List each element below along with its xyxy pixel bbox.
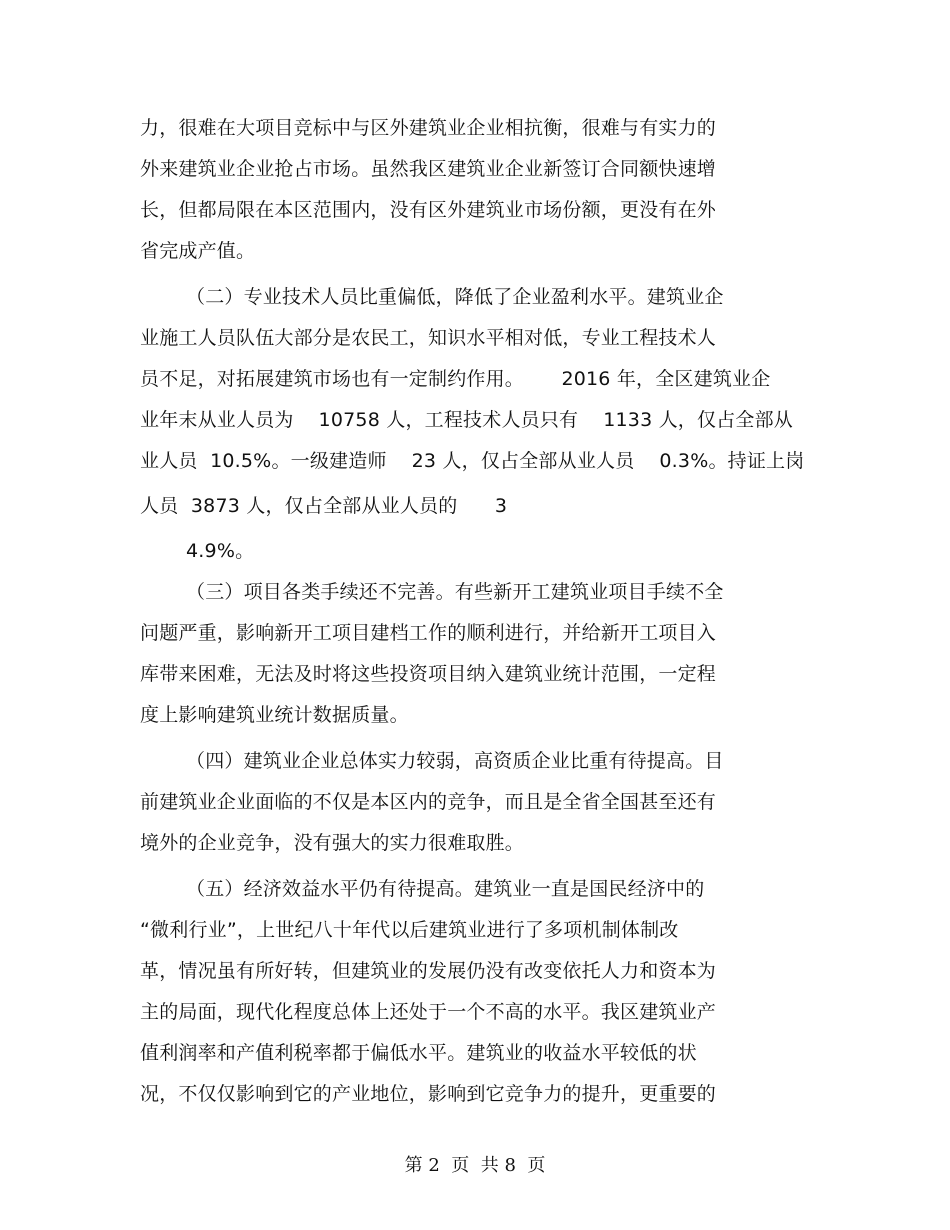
text-line-5: （二）专业技术人员比重偏低，降低了企业盈利水平。建筑业企	[186, 286, 724, 308]
page-number-footer: 第 2 页 共 8 页	[404, 1155, 546, 1176]
text-line-3: 长，但都局限在本区范围内，没有区外建筑业市场份额，更没有在外	[140, 199, 717, 221]
text-line-10: 人员 3873 人，仅占全部从业人员的 3	[140, 495, 508, 517]
text-line-8: 业年末从业人员为 10758 人，工程技术人员只有 1133 人，仅占全部从	[140, 409, 793, 431]
text-line-13: 问题严重，影响新开工项目建档工作的顺利进行，并给新开工项目入	[140, 622, 717, 644]
text-line-14: 库带来困难，无法及时将这些投资项目纳入建筑业统计范围，一定程	[140, 663, 717, 685]
text-line-1: 力，很难在大项目竞标中与区外建筑业企业相抗衡，很难与有实力的	[140, 117, 717, 139]
text-line-15: 度上影响建筑业统计数据质量。	[140, 704, 409, 726]
text-line-24: 况，不仅仅影响到它的产业地位，影响到它竞争力的提升，更重要的	[140, 1083, 717, 1105]
text-line-18: 境外的企业竞争，没有强大的实力很难取胜。	[140, 832, 525, 854]
text-line-17: 前建筑业企业面临的不仅是本区内的竞争，而且是全省全国甚至还有	[140, 791, 717, 813]
text-line-9: 业人员 10.5%。一级建造师 23 人，仅占全部从业人员 0.3%。持证上岗	[140, 450, 805, 472]
text-line-21: 革，情况虽有所好转，但建筑业的发展仍没有改变依托人力和资本为	[140, 960, 717, 982]
text-line-22: 主的局面，现代化程度总体上还处于一个不高的水平。我区建筑业产	[140, 1001, 717, 1023]
text-line-19: （五）经济效益水平仍有待提高。建筑业一直是国民经济中的	[186, 878, 705, 900]
text-line-2: 外来建筑业企业抢占市场。虽然我区建筑业企业新签订合同额快速增	[140, 158, 717, 180]
text-line-16: （四）建筑业企业总体实力较弱，高资质企业比重有待提高。目	[186, 750, 724, 772]
text-line-20: “微利行业”，上世纪八十年代以后建筑业进行了多项机制体制改	[140, 919, 679, 941]
text-line-4: 省完成产值。	[140, 240, 256, 262]
text-line-11: 4.9%。	[186, 540, 255, 562]
text-line-7: 员不足，对拓展建筑市场也有一定制约作用。 2016 年，全区建筑业企	[140, 368, 771, 390]
text-line-12: （三）项目各类手续还不完善。有些新开工建筑业项目手续不全	[186, 581, 724, 603]
text-line-6: 业施工人员队伍大部分是农民工，知识水平相对低，专业工程技术人	[140, 327, 717, 349]
text-line-23: 值利润率和产值利税率都于偏低水平。建筑业的收益水平较低的状	[140, 1042, 697, 1064]
